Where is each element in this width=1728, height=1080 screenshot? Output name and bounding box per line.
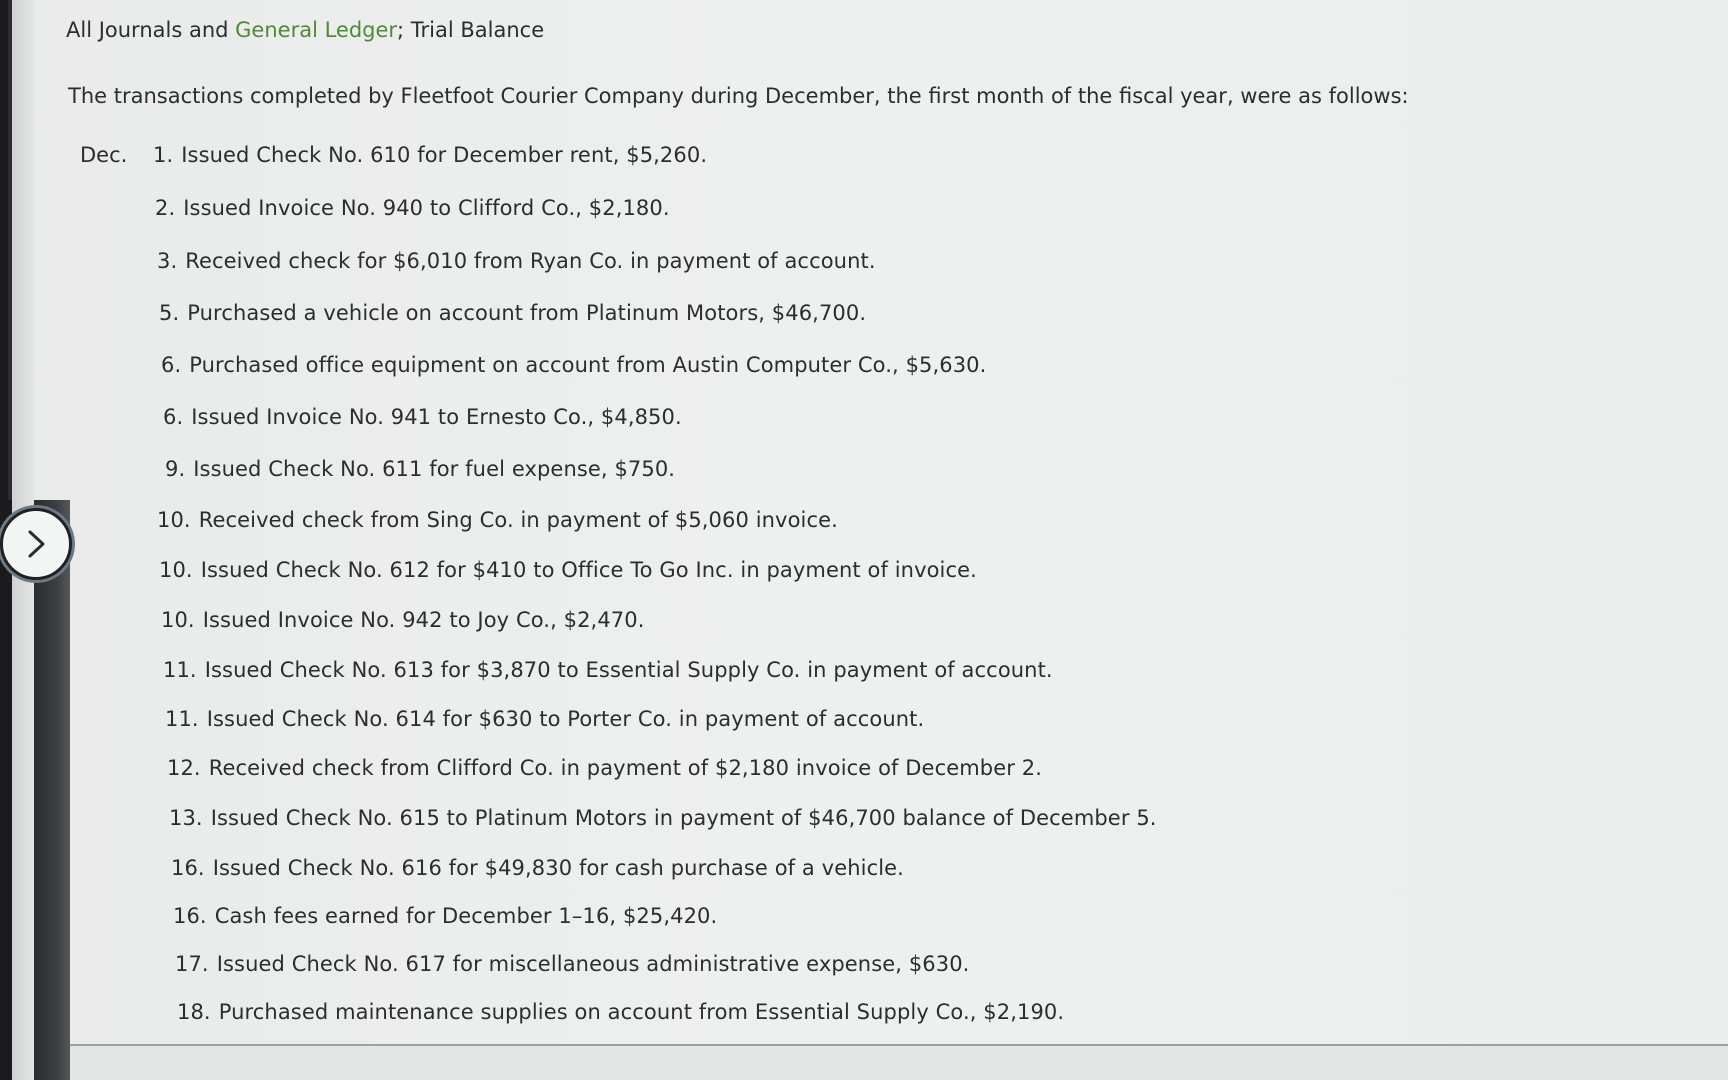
transaction-day: 16.	[173, 904, 207, 928]
transaction-text: Issued Check No. 614 for $630 to Porter Co. in payment of account.	[206, 707, 925, 731]
general-ledger-link[interactable]: General Ledger	[235, 18, 398, 42]
transaction-item	[163, 658, 1053, 682]
problem-intro: The transactions completed by Fleetfoot Courier Company during December, the first month of the fiscal year, were as follows:	[68, 84, 1409, 108]
transaction-day: 5.	[159, 301, 180, 325]
transaction-item	[157, 249, 876, 273]
transaction-day: 18.	[177, 1000, 211, 1024]
bottom-shade	[70, 1046, 1728, 1080]
transaction-text: Issued Check No. 615 to Platinum Motors in payment of $46,700 balance of December 5.	[210, 806, 1157, 830]
transaction-day: 12.	[167, 756, 201, 780]
transaction-day: 16.	[171, 856, 205, 880]
transaction-text: Received check from Clifford Co. in payment of $2,180 invoice of December 2.	[208, 756, 1042, 780]
transaction-text: Issued Invoice No. 941 to Ernesto Co., $4,850.	[191, 405, 682, 429]
transaction-day: 10.	[157, 508, 191, 532]
transaction-item	[165, 707, 924, 731]
transaction-text: Issued Check No. 616 for $49,830 for cash purchase of a vehicle.	[212, 856, 904, 880]
transaction-day: 11.	[163, 658, 197, 682]
transaction-text: Issued Check No. 617 for miscellaneous administrative expense, $630.	[216, 952, 970, 976]
transaction-text: Purchased a vehicle on account from Platinum Motors, $46,700.	[187, 301, 867, 325]
title-prefix: All Journals and	[66, 18, 236, 42]
transaction-text: Received check for $6,010 from Ryan Co. in payment of account.	[185, 249, 876, 273]
title-suffix: ; Trial Balance	[397, 18, 545, 42]
transaction-day: 3.	[157, 249, 178, 273]
transaction-text: Issued Check No. 612 for $410 to Office To Go Inc. in payment of invoice.	[200, 558, 977, 582]
transaction-item	[155, 196, 670, 220]
transaction-day: 6.	[163, 405, 184, 429]
transaction-text: Issued Invoice No. 942 to Joy Co., $2,470.	[202, 608, 645, 632]
month-label: Dec.	[80, 143, 128, 167]
transaction-day: 17.	[175, 952, 209, 976]
transaction-item	[167, 756, 1042, 780]
transaction-item	[171, 856, 904, 880]
transaction-item	[169, 806, 1157, 830]
transaction-day: 11.	[165, 707, 199, 731]
transaction-day: 6.	[161, 353, 182, 377]
left-frame-shadow	[34, 500, 70, 1080]
page-title	[66, 18, 544, 42]
transaction-text: Issued Invoice No. 940 to Clifford Co., $2,180.	[183, 196, 670, 220]
transaction-text: Purchased office equipment on account from Austin Computer Co., $5,630.	[189, 353, 987, 377]
transaction-day: 10.	[161, 608, 195, 632]
transaction-item	[163, 405, 682, 429]
transaction-day: 9.	[165, 457, 186, 481]
transaction-text: Issued Check No. 610 for December rent, $5,260.	[181, 143, 708, 167]
transaction-day: 1.	[153, 143, 174, 167]
transaction-item	[153, 143, 707, 167]
transaction-day: 2.	[155, 196, 176, 220]
transaction-text: Issued Check No. 611 for fuel expense, $750.	[193, 457, 676, 481]
transaction-item	[175, 952, 969, 976]
transaction-item	[161, 608, 645, 632]
transaction-item	[157, 508, 838, 532]
chevron-right-icon	[22, 527, 50, 561]
expand-panel-button[interactable]	[0, 508, 72, 580]
transaction-day: 13.	[169, 806, 203, 830]
transaction-text: Received check from Sing Co. in payment of $5,060 invoice.	[198, 508, 838, 532]
transaction-item	[173, 904, 717, 928]
transaction-text: Issued Check No. 613 for $3,870 to Essential Supply Co. in payment of account.	[204, 658, 1053, 682]
transaction-item	[177, 1000, 1064, 1024]
transaction-text: Purchased maintenance supplies on account from Essential Supply Co., $2,190.	[218, 1000, 1065, 1024]
transaction-item	[159, 558, 977, 582]
transaction-text: Cash fees earned for December 1–16, $25,420.	[214, 904, 718, 928]
transaction-item	[161, 353, 986, 377]
transaction-day: 10.	[159, 558, 193, 582]
transaction-item	[165, 457, 675, 481]
transaction-item	[159, 301, 866, 325]
